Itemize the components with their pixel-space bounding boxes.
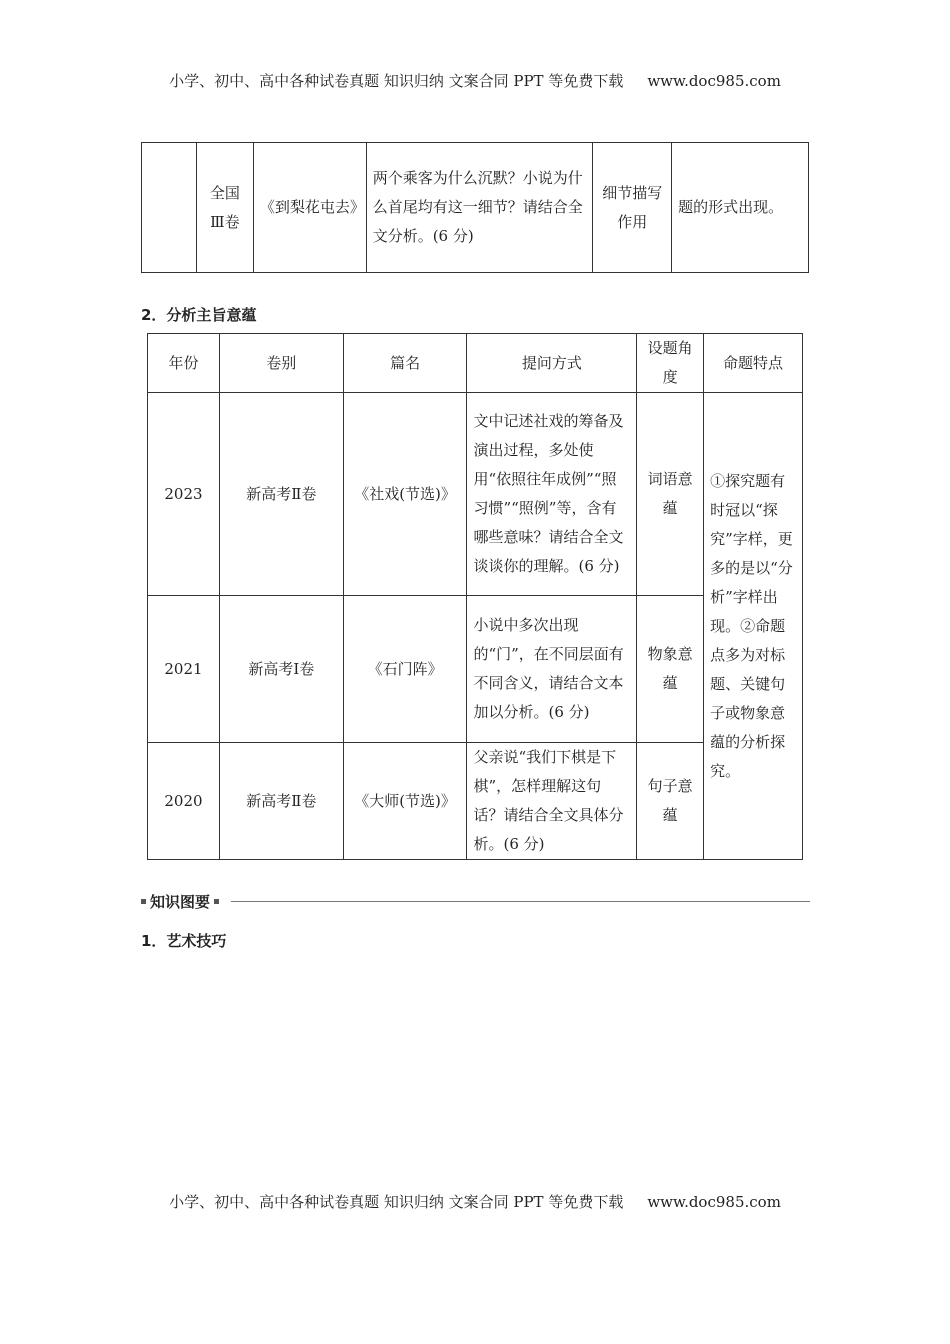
header-site: www.doc985.com [647, 72, 781, 90]
cell-angle: 细节描写作用 [593, 143, 672, 273]
bullet-square-icon [141, 899, 146, 904]
cell-year: 2023 [148, 393, 220, 596]
knowledge-title: 知识图要 [150, 893, 211, 911]
cell-year: 2021 [148, 596, 220, 743]
cell-paper: 全国Ⅲ卷 [196, 143, 253, 273]
cell-question: 文中记述社戏的筹备及演出过程，多处使用“依照往年成例”“照习惯”“照例”等，含有哪些意味？请结合全文谈谈你的理解。(6 分) [467, 393, 637, 596]
header-angle: 设题角度 [637, 334, 704, 393]
cell-year: 2020 [148, 743, 220, 860]
cell-angle: 句子意蕴 [637, 743, 704, 860]
footer-site: www.doc985.com [647, 1193, 781, 1211]
header-text: 小学、初中、高中各种试卷真题 知识归纳 文案合同 PPT 等免费下载 [169, 72, 624, 90]
cell-title: 《大师(节选)》 [343, 743, 467, 860]
question-table-continued [141, 142, 809, 273]
section-heading: 2．分析主旨意蕴 [141, 306, 257, 324]
table-row [148, 393, 803, 596]
cell-question: 两个乘客为什么沉默？小说为什么首尾均有这一细节？请结合全文分析。(6 分) [366, 143, 593, 273]
cell-year [142, 143, 197, 273]
header-feature: 命题特点 [704, 334, 803, 393]
header-title: 篇名 [343, 334, 467, 393]
header-question: 提问方式 [467, 334, 637, 393]
cell-paper: 新高考Ⅰ卷 [219, 596, 343, 743]
cell-feature: ①探究题有时冠以“探究”字样，更多的是以“分析”字样出现。②命题点多为对标题、关键句子或物象意蕴的分析探究。 [704, 393, 803, 860]
header-year: 年份 [148, 334, 220, 393]
cell-paper: 新高考Ⅱ卷 [219, 743, 343, 860]
cell-question: 父亲说“我们下棋是下棋”，怎样理解这句话？请结合全文具体分析。(6 分) [467, 743, 637, 860]
section-heading: 1．艺术技巧 [141, 932, 227, 950]
cell-paper: 新高考Ⅱ卷 [219, 393, 343, 596]
cell-angle: 物象意蕴 [637, 596, 704, 743]
header-paper: 卷别 [219, 334, 343, 393]
cell-title: 《石门阵》 [343, 596, 467, 743]
page-footer [0, 1191, 950, 1212]
page-header [0, 70, 950, 91]
cell-title: 《社戏(节选)》 [343, 393, 467, 596]
table-row [142, 143, 809, 273]
bullet-square-icon [214, 899, 219, 904]
cell-question: 小说中多次出现的“门”，在不同层面有不同含义，请结合文本加以分析。(6 分) [467, 596, 637, 743]
cell-title: 《到梨花屯去》 [253, 143, 366, 273]
divider-line [231, 901, 810, 902]
theme-analysis-table [147, 333, 803, 860]
footer-text: 小学、初中、高中各种试卷真题 知识归纳 文案合同 PPT 等免费下载 [169, 1193, 624, 1211]
table-header-row [148, 334, 803, 393]
cell-feature: 题的形式出现。 [672, 143, 809, 273]
cell-angle: 词语意蕴 [637, 393, 704, 596]
knowledge-divider [141, 891, 810, 911]
